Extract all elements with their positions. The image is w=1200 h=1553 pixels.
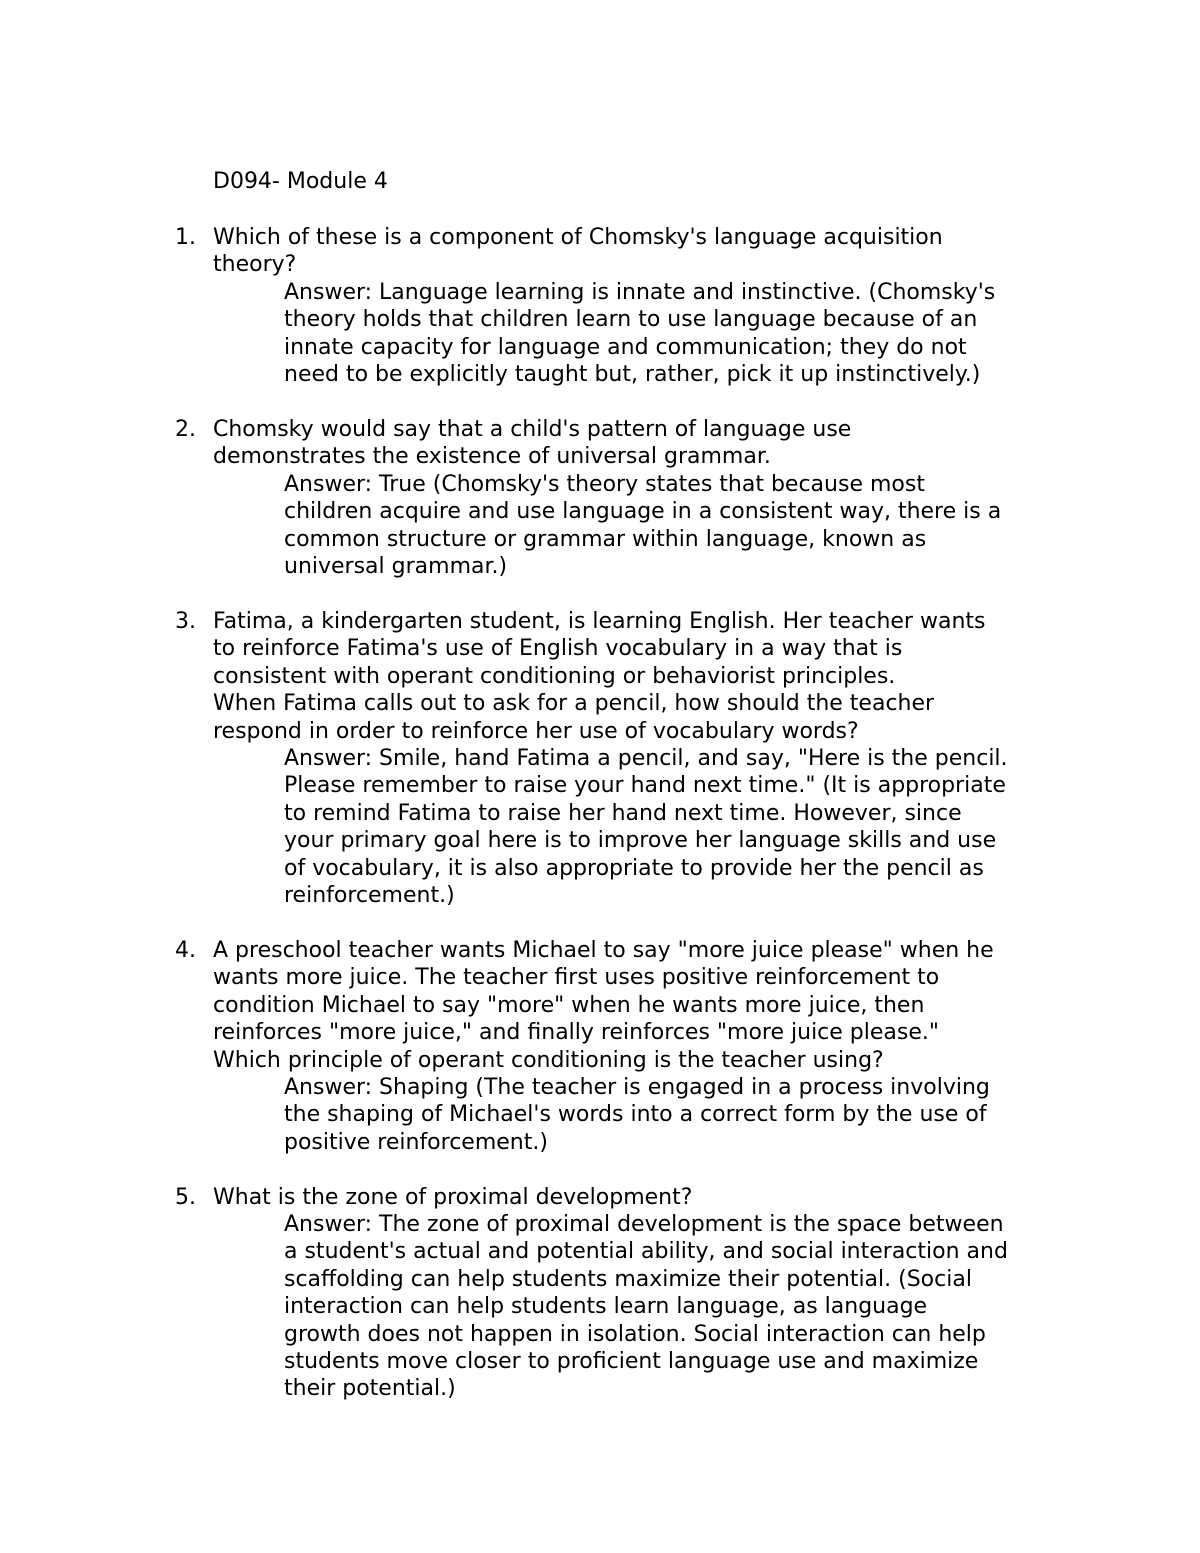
answer-text: Answer: Shaping (The teacher is engaged in a process involving the shaping of Michael's words into a correct form by the use of positive reinforcement.) [284,1075,990,1155]
answer-text: Answer: The zone of proximal development is the space between a student's actual and potential ability, and social interaction and scaffolding can help students maximize their potential. (Social interaction can help students learn language, as language growth does not happen in isolation. Social interaction can help students move closer to proficient language use and maximize their potential.) [284,1212,1008,1402]
question-text: What is the zone of proximal development? [213,1185,693,1210]
question-number: 4. [175,938,196,963]
answer-text: Answer: Smile, hand Fatima a pencil, and say, "Here is the pencil. Please remember to raise your hand next time." (It is appropriate to remind Fatima to raise her hand next time. However, since your primary goal here is to improve her language skills and use of vocabulary, it is also appropriate to provide her the pencil as reinforcement.) [284,746,1008,909]
question-text: A preschool teacher wants Michael to say "more juice please" when he wants more juice. The teacher first uses positive reinforcement to condition Michael to say "more" when he wants more juice, then reinforces "more juice," and finally reinforces "more juice please." Which principle of operant conditioning is the teacher using? [213,938,994,1073]
question-number: 3. [175,609,196,634]
question-number: 5. [175,1185,196,1210]
document-title: D094- Module 4 [213,169,388,194]
question-text: Which of these is a component of Chomsky's language acquisition theory? [213,225,943,278]
question-number: 1. [175,225,196,250]
answer-text: Answer: True (Chomsky's theory states that because most children acquire and use language in a consistent way, there is a common structure or grammar within language, known as universal grammar.) [284,472,1002,580]
question-text: Fatima, a kindergarten student, is learning English. Her teacher wants to reinforce Fatima's use of English vocabulary in a way that is consistent with operant conditioning or behaviorist principles. When Fatima calls out to ask for a pencil, how should the teacher respond in order to reinforce her use of vocabulary words? [213,609,986,744]
answer-text: Answer: Language learning is innate and instinctive. (Chomsky's theory holds that children learn to use language because of an innate capacity for language and communication; they do not need to be explicitly taught but, rather, pick it up instinctively.) [284,280,996,388]
question-text: Chomsky would say that a child's pattern of language use demonstrates the existence of universal grammar. [213,417,852,470]
question-number: 2. [175,417,196,442]
